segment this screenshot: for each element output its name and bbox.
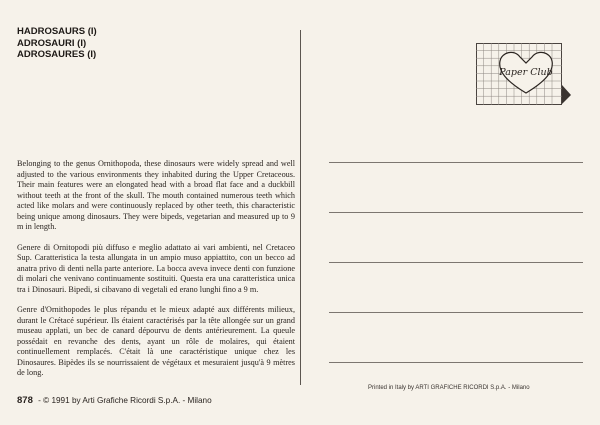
copyright-text: - © 1991 by Arti Grafiche Ricordi S.p.A. - Milano [38, 396, 212, 405]
title-english: HADROSAURS (I) [17, 26, 97, 37]
description-column [17, 159, 295, 389]
address-line-1 [329, 162, 583, 163]
paragraph-french: Genre d'Ornithopodes le plus répandu et le mieux adapté aux différents milieux, durant le Crétacé supérieur. Ils étaient caractérisés par la tête allongée sur un grand museau applati, un bec de canard dépourvu de dents antérieurement. La queule possédait en revanche des dents, ayant un rôle de molaires, qui étaient continuellement remplacés. C'était là une caractéristique unique chez les Dinosaures. Bipèdes ils se nourrissaient de végétaux et mesuraient jusqu'à 9 mètres de long. [17, 305, 295, 377]
title-block [17, 26, 97, 61]
paragraph-english: Belonging to the genus Ornithopoda, these dinosaurs were widely spread and well adjusted to the various environments they inhabited during the Upper Cretaceous. Their main features were an elongated head with a broad flat face and a duckbill without teeth at the front of the skull. The mouth contained numerous teeth which acted like molars and were continuously replaced by other teeth, this characteristic being unique among dinosaurs. They were bipeds, vegetarian and measured up to 9 m in length. [17, 159, 295, 231]
card-number: 878 [17, 395, 33, 406]
title-french: ADROSAURES (I) [17, 49, 97, 60]
svg-text:Paper Club: Paper Club [499, 67, 553, 78]
title-italian: ADROSAURI (I) [17, 37, 87, 49]
address-line-3 [329, 262, 583, 263]
address-line-4 [329, 312, 583, 313]
address-line-2 [329, 212, 583, 213]
address-line-5 [329, 362, 583, 363]
center-divider [300, 30, 301, 385]
printer-credit: Printed in Italy by ARTI GRAFICHE RICORDI S.p.A. - Milano [368, 385, 530, 391]
paper-club-stamp-logo [476, 43, 573, 105]
footer-copyright [17, 395, 212, 406]
paragraph-italian: Genere di Ornitopodi più diffuso e meglio adattato ai vari ambienti, nel Cretaceo Sup. Caratteristica la testa allungata in un ampio muso appiattito, con un becco ad anatra privo di denti nella parte anteriore. La bocca aveva invece denti con funzione di molari che venivano continuamente sostituiti. Questa era una caratteristica unica tra i Dinosauri. Bipedi, si cibavano di vegetali ed erano lunghi fino a 9 m. [17, 242, 295, 294]
